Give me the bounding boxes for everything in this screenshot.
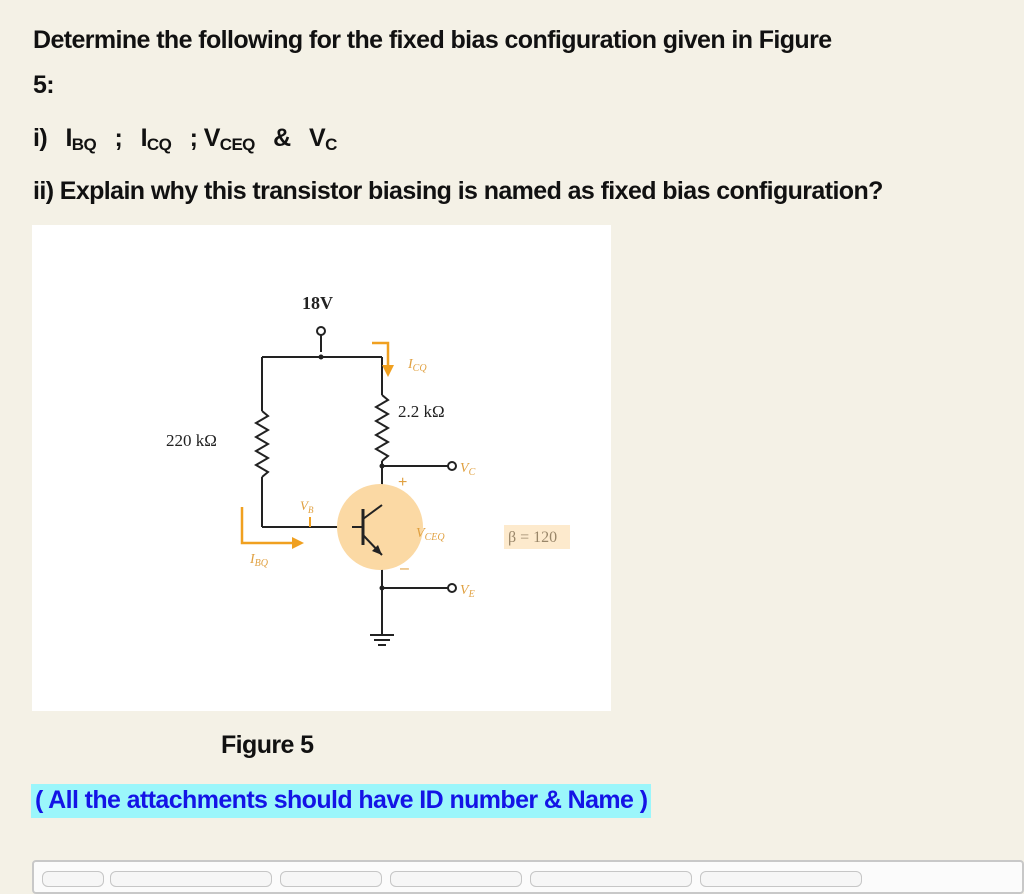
- rc-label: 2.2 kΩ: [398, 402, 445, 421]
- vb-label: $V_B$: [300, 498, 314, 515]
- ground-symbol: [370, 635, 394, 645]
- vc-symbol: $V_C$: [309, 124, 337, 154]
- answer-editor-toolbar[interactable]: [32, 860, 1024, 894]
- minus-sign: –: [400, 560, 409, 577]
- ibq-current-arrow: [242, 507, 294, 543]
- icq-symbol: $I_{CQ}$: [140, 124, 172, 154]
- question-title-line2: 5:: [33, 71, 55, 99]
- plus-sign: +: [398, 474, 408, 491]
- junction-dot: [380, 586, 385, 591]
- figure-caption: Figure 5: [221, 731, 314, 759]
- icq-label: $I_{CQ}$: [408, 357, 427, 374]
- toolbar-button[interactable]: [700, 871, 862, 887]
- vc-terminal: [448, 462, 456, 470]
- supply-voltage-label: 18V: [302, 293, 333, 313]
- question-part-ii: ii) Explain why this transistor biasing is named as fixed bias configuration?: [33, 177, 883, 205]
- vceq-label: $V_{CEQ}$: [416, 526, 445, 543]
- ve-terminal: [448, 584, 456, 592]
- beta-highlight: [504, 525, 570, 549]
- transistor-highlight: [337, 484, 423, 570]
- vc-label: $V_C$: [460, 461, 476, 478]
- junction-dot: [380, 464, 385, 469]
- toolbar-button[interactable]: [42, 871, 104, 887]
- separator: ;: [189, 124, 198, 152]
- ve-label: $V_E$: [460, 583, 475, 600]
- toolbar-button[interactable]: [530, 871, 692, 887]
- fixed-bias-circuit-diagram: [32, 225, 611, 711]
- junction-dot: [319, 355, 324, 360]
- rb-resistor: [256, 411, 268, 477]
- ibq-symbol: $I_{BQ}$: [65, 124, 97, 154]
- question-title-line1: Determine the following for the fixed bias configuration given in Figure: [33, 26, 832, 54]
- vceq-symbol: $V_{CEQ}$: [203, 124, 255, 154]
- toolbar-button[interactable]: [390, 871, 522, 887]
- rb-label: 220 kΩ: [166, 431, 217, 450]
- separator: ;: [114, 124, 123, 152]
- icq-current-arrow: [372, 343, 388, 367]
- toolbar-button[interactable]: [110, 871, 272, 887]
- attachment-note: ( All the attachments should have ID number & Name ): [31, 784, 651, 818]
- ampersand: &: [273, 124, 291, 152]
- part-i-prefix: i): [33, 124, 48, 152]
- question-part-i: [33, 124, 337, 155]
- circuit-figure: [32, 225, 611, 711]
- rc-resistor: [376, 395, 388, 461]
- supply-terminal: [317, 327, 325, 335]
- toolbar-button[interactable]: [280, 871, 382, 887]
- ibq-label: $I_{BQ}$: [250, 552, 269, 569]
